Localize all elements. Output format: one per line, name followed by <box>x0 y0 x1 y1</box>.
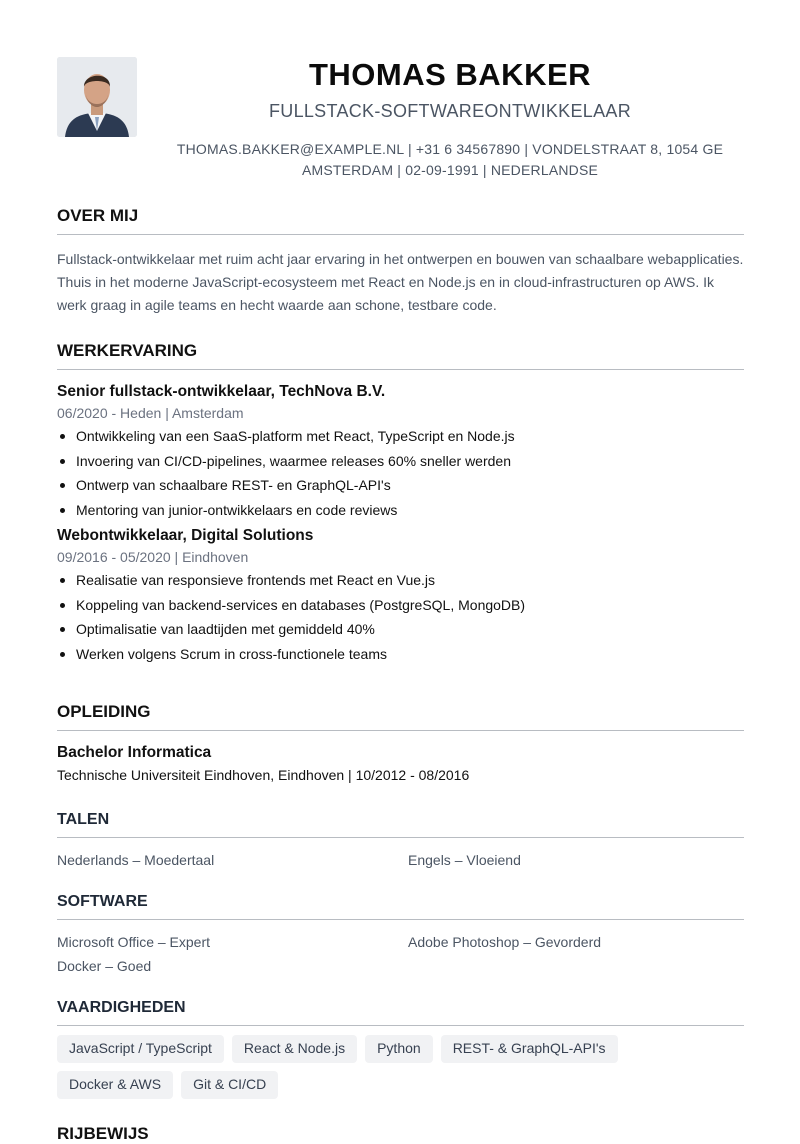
section-title-driving-licence: RIJBEWIJS <box>57 1124 149 1143</box>
bullet-text: Invoering van CI/CD-pipelines, waarmee releases 60% sneller werden <box>76 452 511 469</box>
languages-list <box>57 851 744 869</box>
bullet-text: Werken volgens Scrum in cross-functionele teams <box>76 645 387 662</box>
job-meta: 09/2016 - 05/2020 | Eindhoven <box>57 549 249 565</box>
bullet-item <box>57 424 744 449</box>
skill-tag: JavaScript / TypeScript <box>57 1035 224 1063</box>
job-bullets <box>57 424 744 522</box>
job-bullets <box>57 568 744 666</box>
skill-tag: Python <box>365 1035 433 1063</box>
section-education <box>57 702 744 783</box>
profile-photo <box>57 57 137 137</box>
bullet-icon <box>60 483 65 488</box>
section-languages <box>57 811 744 869</box>
bullet-text: Ontwikkeling van een SaaS-platform met React, TypeScript en Node.js <box>76 428 515 444</box>
contact-line: THOMAS.BAKKER@EXAMPLE.NL | +31 6 34567890 | VONDELSTRAAT 8, 1054 GE AMSTERDAM | 02-09-1991 | NEDERLANDSE <box>176 141 724 178</box>
skill-tag: Docker & AWS <box>57 1071 173 1099</box>
bullet-icon <box>60 578 65 583</box>
about-text: Fullstack-ontwikkelaar met ruim acht jaar ervaring in het ontwerpen en bouwen van schaalbare webapplicaties. Thuis in het moderne JavaScript-ecosysteem met React en Node.js en in cloud-infrastructuren op AWS. Ik werk graag in agile teams en hecht waarde aan schone, testbare code. <box>57 251 744 313</box>
language-item: Nederlands – Moedertaal <box>57 852 215 868</box>
software-item: Docker – Goed <box>57 958 152 974</box>
skill-tag: REST- & GraphQL-API's <box>441 1035 618 1063</box>
section-skills <box>57 999 744 1099</box>
software-item: Adobe Photoshop – Gevorderd <box>408 934 602 950</box>
bullet-item <box>57 449 744 474</box>
job-headline: FULLSTACK-SOFTWAREONTWIKKELAAR <box>268 101 632 121</box>
section-about <box>57 206 744 317</box>
skills-tags <box>57 1035 657 1099</box>
section-experience <box>57 341 744 666</box>
bullet-item <box>57 498 744 523</box>
section-software <box>57 893 744 975</box>
degree-title: Bachelor Informatica <box>57 744 212 761</box>
bullet-text: Realisatie van responsieve frontends met React en Vue.js <box>76 572 436 588</box>
bullet-text: Ontwerp van schaalbare REST- en GraphQL-API's <box>76 477 391 493</box>
bullet-item <box>57 593 744 618</box>
job-title: Webontwikkelaar, Digital Solutions <box>57 527 314 544</box>
bullet-text: Koppeling van backend-services en databases (PostgreSQL, MongoDB) <box>76 596 526 613</box>
bullet-item <box>57 617 744 642</box>
software-list <box>57 933 744 975</box>
job-entry <box>57 527 744 666</box>
section-title: OPLEIDING <box>57 702 744 731</box>
bullet-text: Mentoring van junior-ontwikkelaars en code reviews <box>76 501 398 518</box>
bullet-icon <box>60 434 65 439</box>
bullet-icon <box>60 508 65 513</box>
section-title: VAARDIGHEDEN <box>57 999 744 1026</box>
section-title: TALEN <box>57 811 744 838</box>
software-item: Microsoft Office – Expert <box>57 934 211 950</box>
bullet-item <box>57 642 744 667</box>
section-title: SOFTWARE <box>57 893 744 920</box>
language-item: Engels – Vloeiend <box>408 852 521 868</box>
candidate-name: THOMAS BAKKER <box>308 57 592 92</box>
job-title: Senior fullstack-ontwikkelaar, TechNova B.V. <box>57 383 386 400</box>
skill-tag: React & Node.js <box>232 1035 357 1063</box>
education-details: Technische Universiteit Eindhoven, Eindhoven | 10/2012 - 08/2016 <box>57 767 470 783</box>
bullet-icon <box>60 627 65 632</box>
bullet-icon <box>60 652 65 657</box>
bullet-text: Optimalisatie van laadtijden met gemiddeld 40% <box>76 621 375 637</box>
skill-tag: Git & CI/CD <box>181 1071 278 1099</box>
bullet-item <box>57 473 744 498</box>
bullet-item <box>57 568 744 593</box>
job-meta: 06/2020 - Heden | Amsterdam <box>57 405 244 421</box>
bullet-icon <box>60 603 65 608</box>
bullet-icon <box>60 459 65 464</box>
job-entry <box>57 383 744 522</box>
section-title: WERKERVARING <box>57 341 744 370</box>
section-title: OVER MIJ <box>57 206 744 235</box>
